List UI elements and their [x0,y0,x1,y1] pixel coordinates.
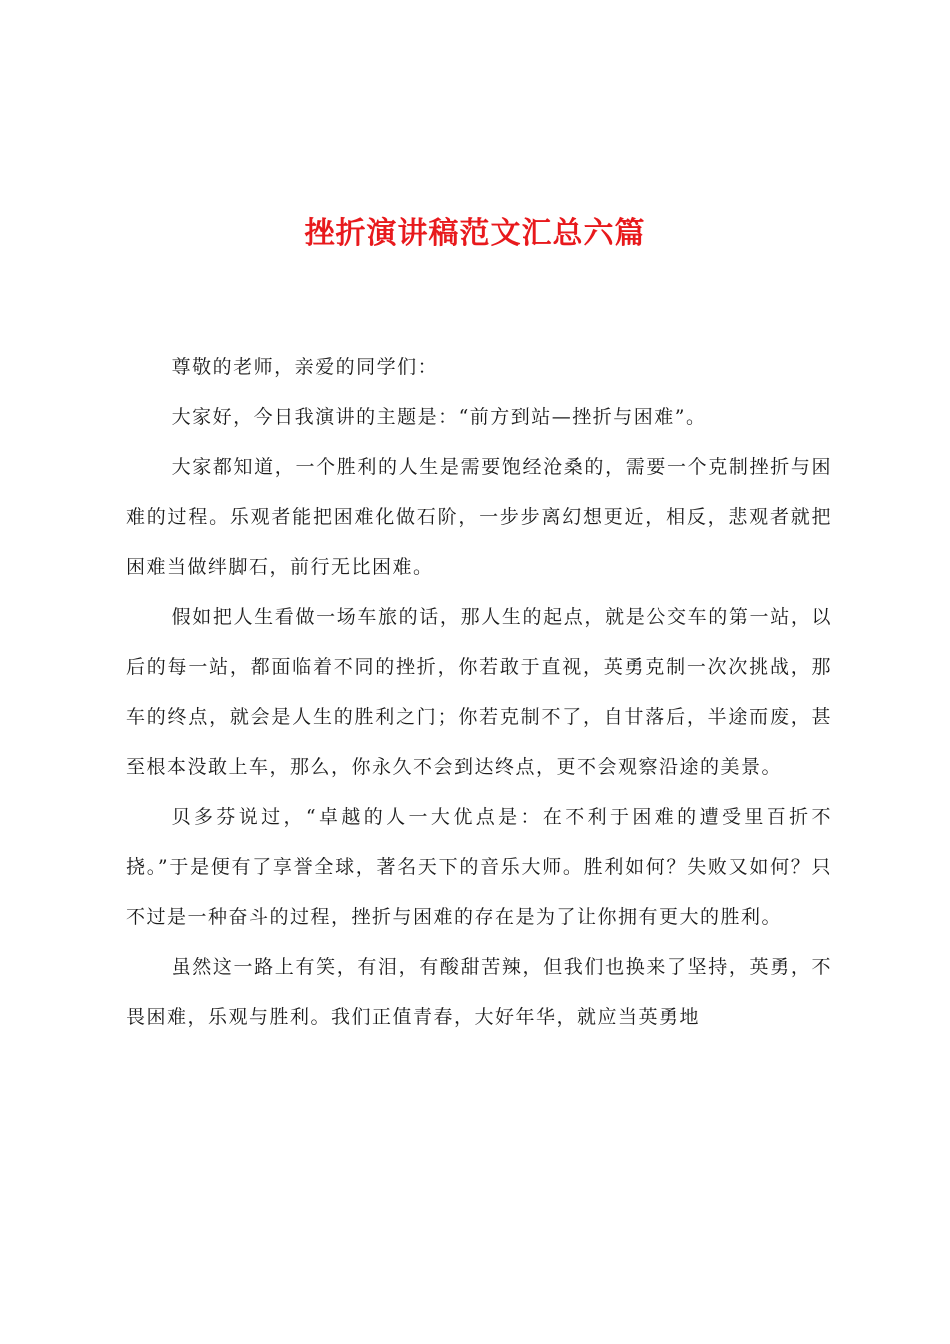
body-paragraph-1: 大家都知道，一个胜利的人生是需要饱经沧桑的，需要一个克制挫折与困难的过程。乐观者能把困难化做石阶，一步步离幻想更近，相反，悲观者就把困难当做绊脚石，前行无比困难。 [126,456,832,578]
document-title: 挫折演讲稿范文汇总六篇 [304,216,646,251]
body-paragraph-2: 假如把人生看做一场车旅的话，那人生的起点，就是公交车的第一站，以后的每一站，都面临着不同的挫折，你若敢于直视，英勇克制一次次挑战，那车的终点，就会是人生的胜利之门；你若克制不了，自甘落后，半途而废，甚至根本没敢上车，那么，你永久不会到达终点，更不会观察沿途的美景。 [126,606,832,778]
body-paragraph-3: 贝多芬说过，“卓越的人一大优点是：在不利于困难的遭受里百折不挠。”于是便有了享誉全球，著名天下的音乐大师。胜利如何？失败又如何？只不过是一种奋斗的过程，挫折与困难的存在是为了让你拥有更大的胜利。 [126,806,832,928]
opening-paragraph: 大家好，今日我演讲的主题是：“前方到站—挫折与困难”。 [171,406,707,428]
document-body [126,342,832,1042]
salutation-paragraph: 尊敬的老师，亲爱的同学们： [171,356,439,378]
body-paragraph-4: 虽然这一路上有笑，有泪，有酸甜苦辣，但我们也换来了坚持，英勇，不畏困难，乐观与胜利。我们正值青春，大好年华，就应当英勇地 [126,956,832,1028]
